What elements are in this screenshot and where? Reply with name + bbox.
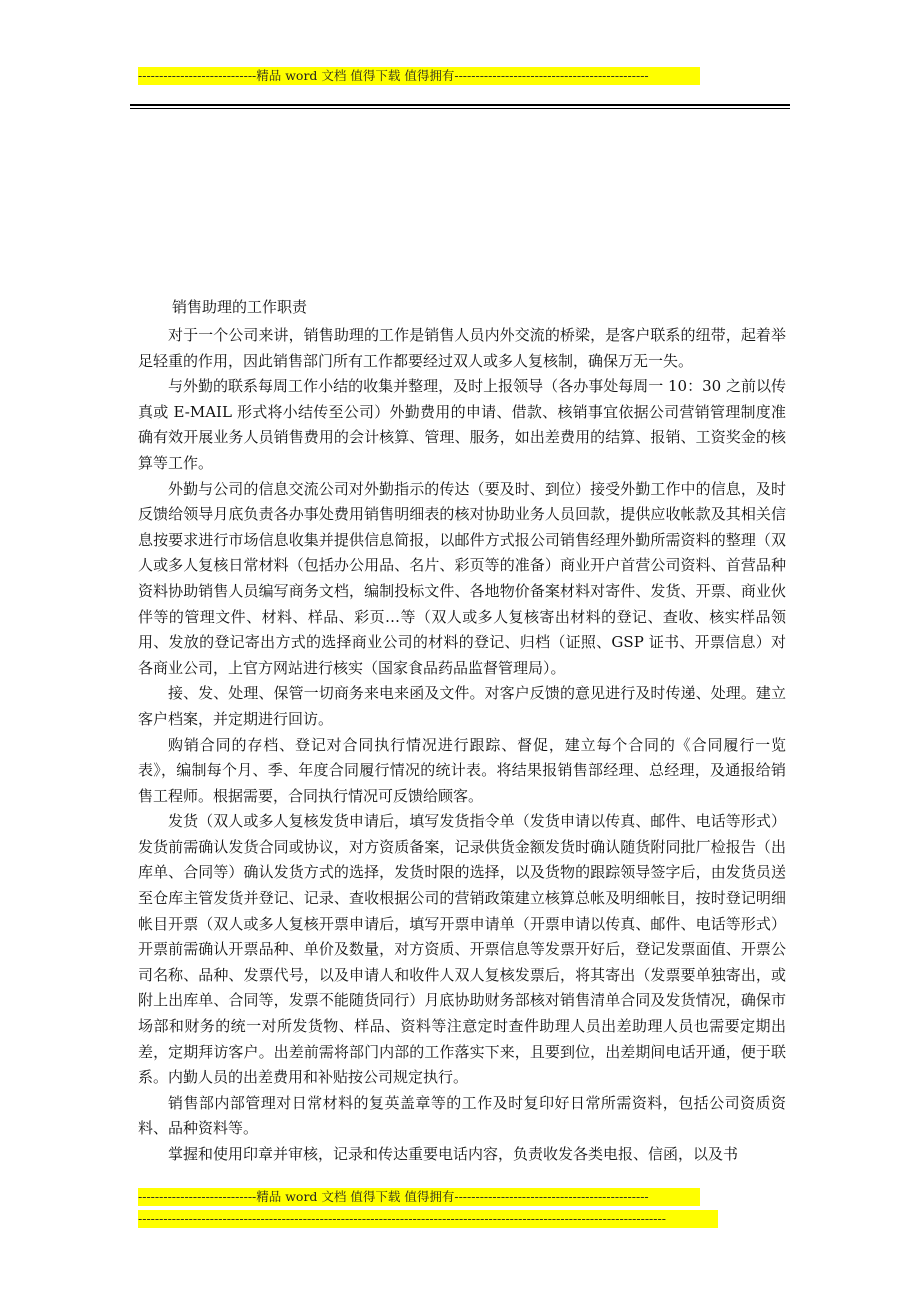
footer-banner: ----------------------------精品 word 文档 值得下载 值得拥有---------------------------------------------- [138, 1188, 700, 1206]
header-rule-thin [130, 108, 790, 109]
header-banner: ----------------------------精品 word 文档 值得下载 值得拥有---------------------------------------------- [138, 67, 700, 85]
paragraph: 与外勤的联系每周工作小结的收集并整理，及时上报领导（各办事处每周一 10：30 之前以传真或 E-MAIL 形式将小结传至公司）外勤费用的申请、借款、核销事宜依据公司营销管理制度准确有效开展业务人员销售费用的会计核算、管理、服务，如出差费用的结算、报销、工资奖金的核算等工作。 [138, 377, 786, 472]
paragraph: 购销合同的存档、登记对合同执行情况进行跟踪、督促，建立每个合同的《合同履行一览表》，编制每个月、季、年度合同履行情况的统计表。将结果报销售部经理、总经理，及通报给销售工程师。根据需要，合同执行情况可反馈给顾客。 [138, 735, 786, 805]
paragraph: 对于一个公司来讲，销售助理的工作是销售人员内外交流的桥梁，是客户联系的纽带，起着举足轻重的作用，因此销售部门所有工作都要经过双人或多人复核制，确保万无一失。 [138, 326, 786, 370]
document-body [138, 295, 786, 1168]
paragraph: 外勤与公司的信息交流公司对外勤指示的传达（要及时、到位）接受外勤工作中的信息，及时反馈给领导月底负责各办事处费用销售明细表的核对协助业务人员回款，提供应收帐款及其相关信息按要求进行市场信息收集并提供信息简报，以邮件方式报公司销售经理外勤所需资料的整理（双人或多人复核日常材料（包括办公用品、名片、彩页等的准备）商业开户首营公司资料、首营品种资料协助销售人员编写商务文档，编制投标文件、各地物价备案材料对寄件、发货、开票、商业伙伴等的管理文件、材料、样品、彩页…等（双人或多人复核寄出材料的登记、查收、核实样品领用、发放的登记寄出方式的选择商业公司的材料的登记、归档（证照、GSP 证书、开票信息）对各商业公司，上官方网站进行核实（国家食品药品监督管理局）。 [138, 479, 786, 677]
paragraph: 销售部内部管理对日常材料的复英盖章等的工作及时复印好日常所需资料，包括公司资质资料、品种资料等。 [138, 1093, 786, 1138]
paragraph: 发货（双人或多人复核发货申请后，填写发货指令单（发货申请以传真、邮件、电话等形式）发货前需确认发货合同或协议，对方资质备案，记录供货金额发货时确认随货附同批厂检报告（出库单、合同等）确认发货方式的选择，发货时限的选择，以及货物的跟踪领导签字后，由发货员送至仓库主管发货并登记、记录、查收根据公司的营销政策建立核算总帐及明细帐目，按时登记明细帐目开票（双人或多人复核开票申请后，填写开票申请单（开票申请以传真、邮件、电话等形式）开票前需确认开票品种、单价及数量，对方资质、开票信息等发票开好后，登记发票面值、开票公司名称、品种、发票代号，以及申请人和收件人双人复核发票后，将其寄出（发票要单独寄出，或附上出库单、合同等，发票不能随货同行）月底协助财务部核对销售清单合同及发货情况，确保市场部和财务的统一对所发货物、样品、资料等注意定时查件助理人员出差助理人员也需要定期出差，定期拜访客户。出差前需将部门内部的工作落实下来，且要到位，出差期间电话开通，便于联系。内勤人员的出差费用和补贴按公司规定执行。 [138, 812, 786, 1087]
paragraph: 掌握和使用印章并审核，记录和传达重要电话内容，负责收发各类电报、信函，以及书 [168, 1145, 739, 1163]
header-rule-thick [130, 104, 790, 106]
footer-dash-line: ----------------------------------------------------------------------------------------------------------------------------- [138, 1210, 718, 1228]
document-title: 销售助理的工作职责 [172, 298, 308, 316]
paragraph: 接、发、处理、保管一切商务来电来函及文件。对客户反馈的意见进行及时传递、处理。建立客户档案，并定期进行回访。 [138, 684, 786, 728]
